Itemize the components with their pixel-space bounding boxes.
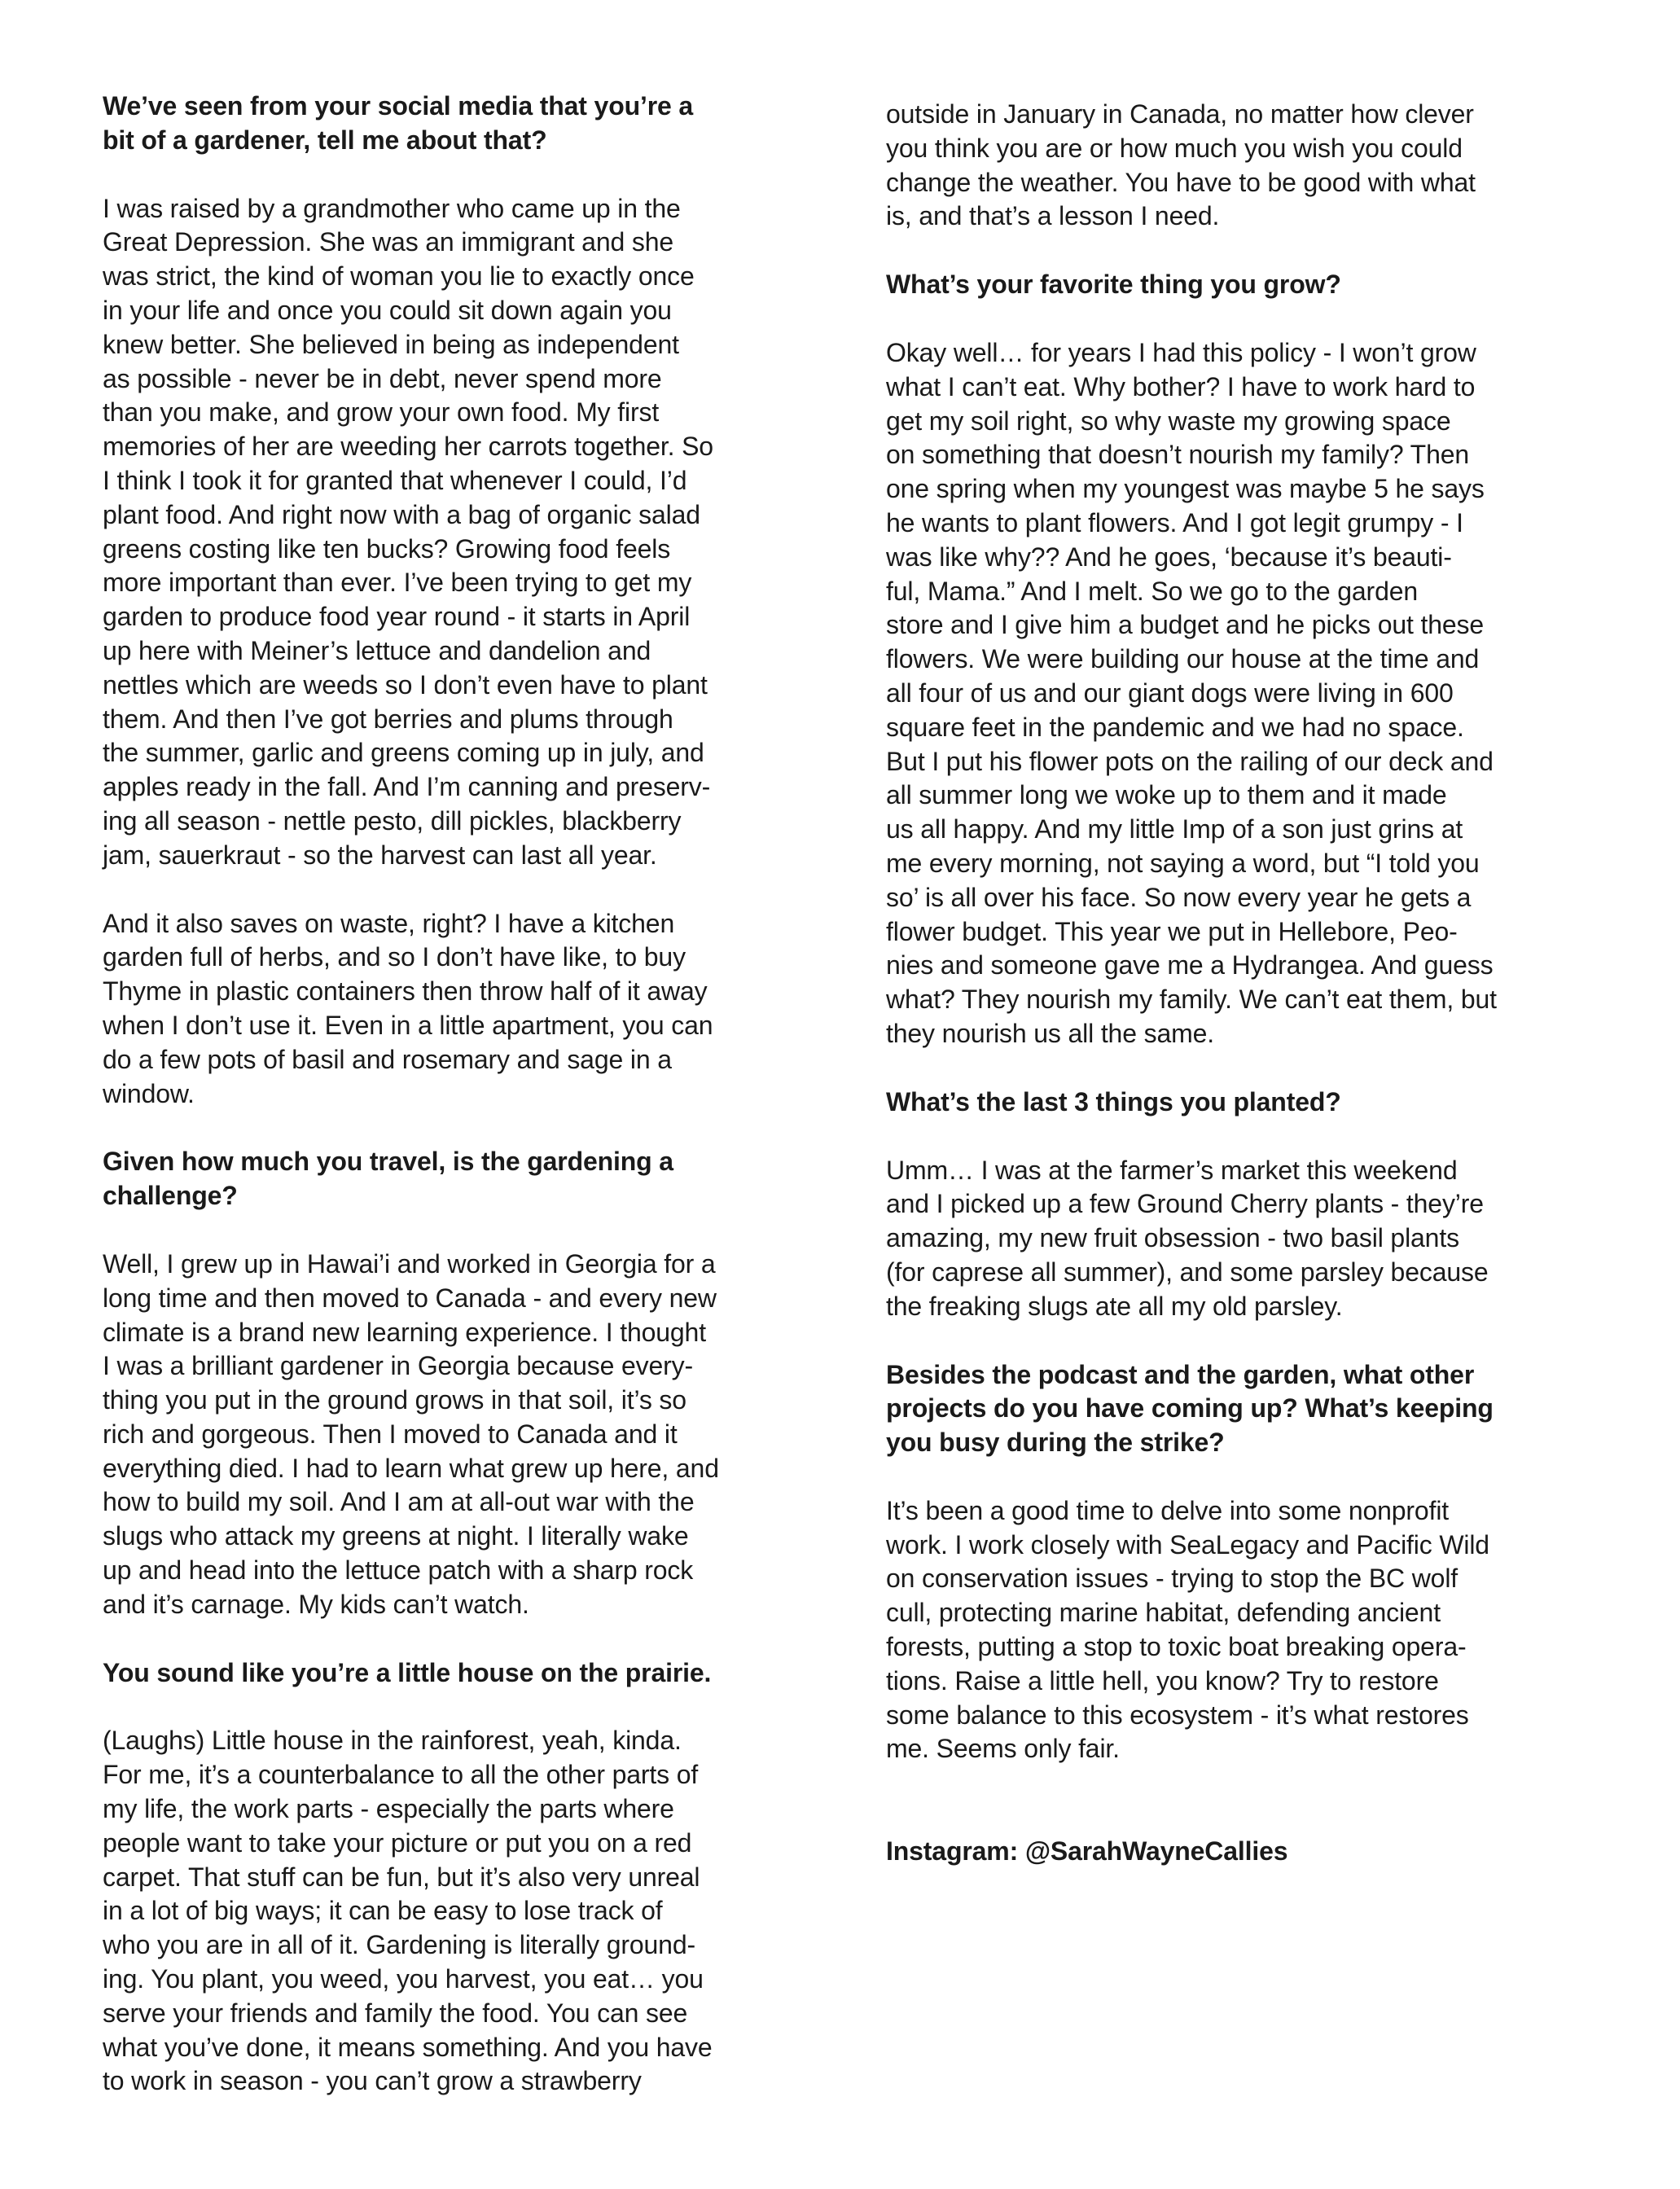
- question-social-media-gardener: We’ve seen from your social media that you’re a bit of a gardener, tell me about that?: [103, 91, 694, 155]
- answer-travel-gardening: Well, I grew up in Hawai’i and worked in Georgia for a long time and then moved to Canada - and every new climate is a brand new learning experience. I thought I was a brilliant gardener in Georgia because every- thing you put in the ground grows in that soil, it’s so rich and gorgeous. Then I moved to Canada and it everything died. I had to learn what grew up here, and how to build my soil. And I am at all-out war with the slugs who attack my greens at night. I literally wake up and head into the lettuce patch with a sharp rock and it’s carnage. My kids can’t watch.: [103, 1248, 719, 1619]
- answer-other-projects: It’s been a good time to delve into some nonprofit work. I work closely with SeaLegacy and Pacific Wild on conservation issues - trying to stop the BC wolf cull, protecting marine habitat, defending ancient forests, putting a stop to toxic boat breaking opera- tions. Raise a little hell, you know? Try to restore some balance to this ecosystem - it’s what restores me. Seems only fair.: [886, 1495, 1489, 1764]
- answer-favorite-thing: Okay well… for years I had this policy - I won’t grow what I can’t eat. Why bother? I have to work hard to get my soil right, so why waste my growing space on something that doesn’t nourish my family? Then one spring when my youngest was maybe 5 he says he wants to plant flowers. And I got legit grumpy - I was like why?? And he goes, ‘because it’s beauti- ful, Mama.” And I melt. So we go to the garden store and I give him a budget and he picks out these flowers. We were building our house at the time and all four of us and our giant dogs were living in 600 square feet in the pandemic and we had no space. But I put his flower pots on the railing of our deck and all summer long we woke up to them and it made us all happy. And my little Imp of a son just grins at me every morning, not saying a word, but “I told you so’ is all over his face. So now every year he gets a flower budget. This year we put in Hellebore, Peo- nies and someone gave me a Hydrangea. And guess what? They nourish my family. We can’t eat them, but they nourish us all the same.: [886, 337, 1497, 1048]
- question-other-projects: Besides the podcast and the garden, what other projects do you have coming up? What’s keeping you busy during the strike?: [886, 1359, 1494, 1458]
- right-column: [886, 98, 1586, 1869]
- answer-last-three-planted: Umm… I was at the farmer’s market this weekend and I picked up a few Ground Cherry plants - they’re amazing, my new fruit obsession - two basil plants (for caprese all summer), and some parsley because the freaking slugs ate all my old parsley.: [886, 1155, 1489, 1321]
- question-last-three-planted: What’s the last 3 things you planted?: [886, 1086, 1341, 1116]
- question-travel-gardening: Given how much you travel, is the gardening a challenge?: [103, 1147, 673, 1211]
- left-column: [103, 90, 803, 2099]
- question-little-house-prairie: You sound like you’re a little house on the prairie.: [103, 1657, 712, 1687]
- question-favorite-thing: What’s your favorite thing you grow?: [886, 270, 1341, 300]
- answer-little-house-rainforest: (Laughs) Little house in the rainforest, yeah, kinda. For me, it’s a counterbalance to all the other parts of my life, the work parts - especially the parts where people want to take your picture or put you on a red carpet. That stuff can be fun, but it’s also very unreal in a lot of big ways; it can be easy to lose track of who you are in all of it. Gardening is literally ground- ing. You plant, you weed, you harvest, you eat… you serve your friends and family the food. You can see what you’ve done, it means something. And you have to work in season - you can’t grow a strawberry: [103, 1726, 713, 2096]
- answer-grandmother-paragraph: I was raised by a grandmother who came up in the Great Depression. She was an immigrant and she was strict, the kind of woman you lie to exactly once in your life and once you could sit down again you knew better. She believed in being as independent as possible - never be in debt, never spend more than you make, and grow your own food. My first memories of her are weeding her carrots together. So I think I took it for granted that whenever I could, I’d plant food. And right now with a bag of organic salad greens costing like ten bucks? Growing food feels more important than ever. I’ve been trying to get my garden to produce food year round - it starts in April up here with Meiner’s lettuce and dandelion and nettles which are weeds so I don’t even have to plant them. And then I’ve got berries and plums through the summer, garlic and greens coming up in july, and apples ready in the fall. And I’m canning and preserv- ing all season - nettle pesto, dill pickles, blackberry jam, sauerkraut - so the harvest can last all year.: [103, 193, 713, 870]
- answer-little-house-continued: outside in January in Canada, no matter how clever you think you are or how much you wish you could change the weather. You have to be good with what is, and that’s a lesson I need.: [886, 99, 1476, 231]
- answer-waste-paragraph: And it also saves on waste, right? I have a kitchen garden full of herbs, and so I don’t have like, to buy Thyme in plastic containers then throw half of it away when I don’t use it. Even in a little apartment, you can do a few pots of basil and rosemary and sage in a window.: [103, 908, 713, 1108]
- instagram-handle: Instagram: @SarahWayneCallies: [886, 1836, 1288, 1867]
